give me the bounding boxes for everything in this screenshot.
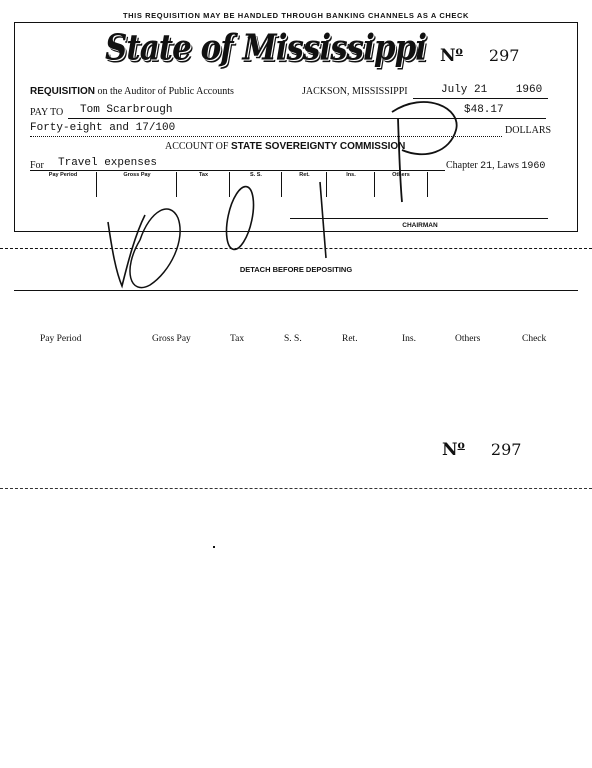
account-prefix: ACCOUNT OF <box>165 141 229 152</box>
laws-year: 1960 <box>521 161 546 172</box>
stub-col-gross-pay: Gross Pay <box>152 334 191 344</box>
chapter-line: Chapter 21, Laws 1960 <box>446 160 546 172</box>
laws-label: Laws <box>497 160 519 171</box>
dollars-label: DOLLARS <box>505 125 552 136</box>
col-ss: S. S. <box>229 172 282 197</box>
chapter-label: Chapter <box>446 160 478 171</box>
payee: Tom Scarbrough <box>80 104 173 116</box>
place: JACKSON, MISSISSIPPI <box>302 86 408 97</box>
stub-number-value: 297 <box>490 439 522 459</box>
requisition-label: REQUISITION <box>30 86 96 97</box>
stub-col-pay-period: Pay Period <box>40 334 82 344</box>
number-value: 297 <box>488 45 520 65</box>
amount-words: Forty-eight and 17/100 <box>30 122 176 134</box>
stub-col-ret: Ret. <box>342 334 358 344</box>
top-note: THIS REQUISITION MAY BE HANDLED THROUGH BANKING CHANNELS AS A CHECK <box>122 11 470 20</box>
chapter-num: 21 <box>480 161 493 172</box>
col-ret: Ret. <box>281 172 327 197</box>
col-pay-period: Pay Period <box>48 172 78 178</box>
col-tax: Tax <box>176 172 230 197</box>
for-label: For <box>30 160 44 171</box>
col-ins: Ins. <box>326 172 375 197</box>
col-gross-pay: Gross Pay <box>96 172 177 197</box>
pay-to-label: PAY TO <box>30 107 64 118</box>
state-brand-logo: State of Mississippi <box>105 27 427 69</box>
detach-label: DETACH BEFORE DEPOSITING <box>239 265 353 274</box>
chairman-label: CHAIRMAN <box>402 222 438 229</box>
date-month-day: July 21 <box>441 84 488 96</box>
stub-col-others: Others <box>455 334 481 344</box>
number-symbol: $N^o$ <box>440 44 463 66</box>
requisition-text: on the Auditor of Public Accounts <box>97 86 234 97</box>
account-name: STATE SOVEREIGNTY COMMISSION <box>230 141 406 152</box>
stub-col-tax: Tax <box>230 334 245 344</box>
stub-col-check: Check <box>522 334 547 344</box>
stub-number-symbol: $N^o$ <box>442 438 465 460</box>
stub-col-ss: S. S. <box>284 334 302 344</box>
amount: $48.17 <box>464 104 504 116</box>
date-year: 1960 <box>515 84 543 96</box>
col-others: Others <box>374 172 428 197</box>
purpose: Travel expenses <box>58 157 158 169</box>
stub-col-ins: Ins. <box>402 334 416 344</box>
